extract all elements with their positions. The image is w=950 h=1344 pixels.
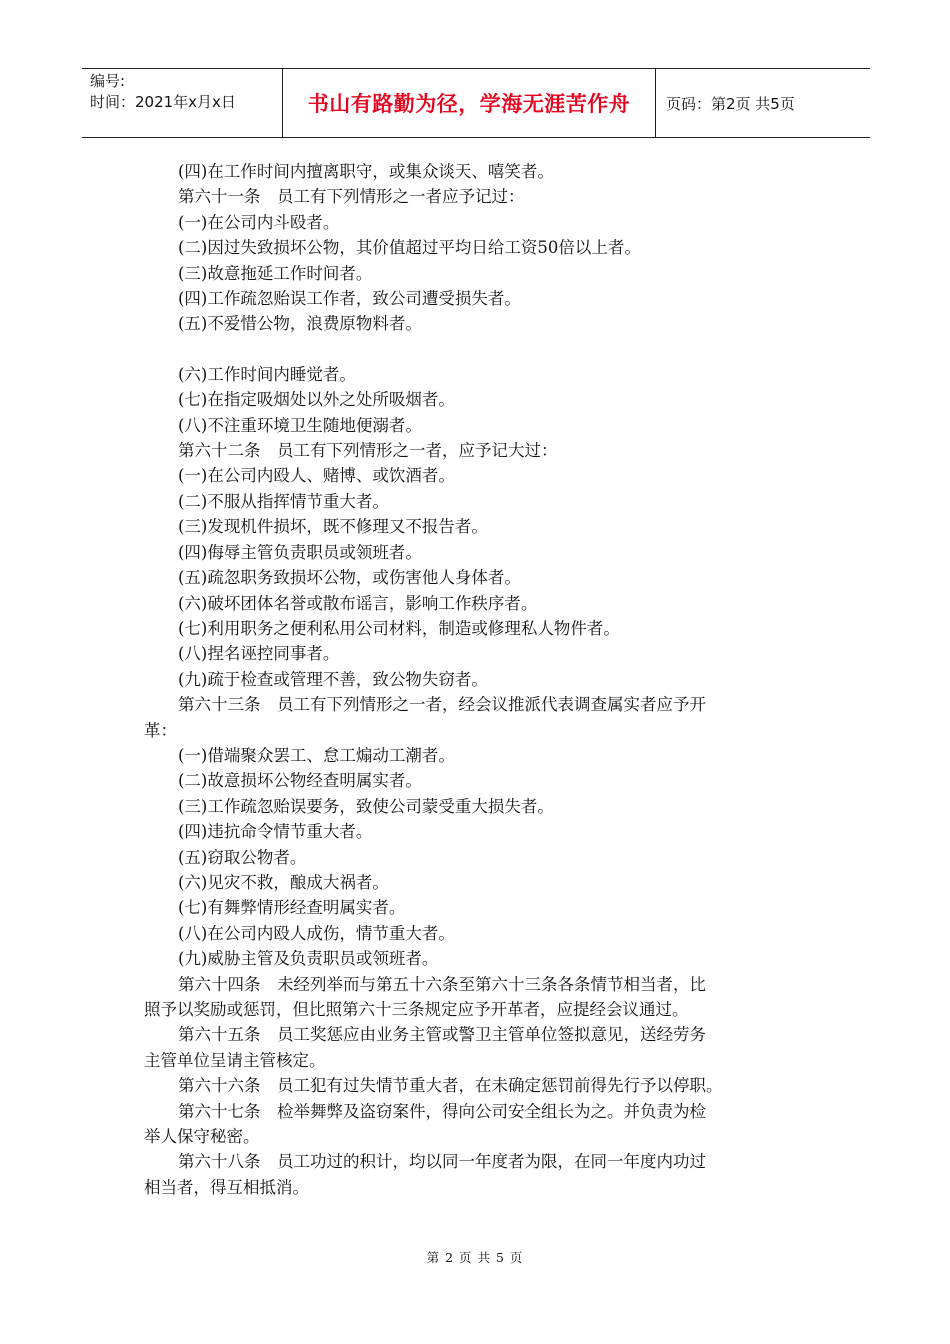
blank-line — [144, 337, 808, 362]
article-62-heading: 第六十二条 员工有下列情形之一者，应予记大过： — [178, 441, 558, 461]
header-page-info: 页码：第2页 共5页 — [666, 94, 795, 113]
body-line: (四)侮辱主管负责职员或领班者。 — [178, 542, 422, 562]
article-68-heading: 第六十八条 员工功过的积计，均以同一年度者为限，在同一年度内功过 — [178, 1152, 706, 1172]
body-line: (二)因过失致损坏公物，其价值超过平均日给工资50倍以上者。 — [178, 238, 641, 258]
body-line: 举人保守秘密。 — [144, 1127, 260, 1147]
body-line: (七)在指定吸烟处以外之处所吸烟者。 — [178, 390, 455, 410]
article-63-heading: 第六十三条 员工有下列情形之一者，经会议推派代表调查属实者应予开 — [178, 695, 706, 715]
body-line: 革： — [144, 720, 177, 740]
document-body — [144, 159, 808, 1200]
body-line: (四)违抗命令情节重大者。 — [178, 822, 373, 842]
document-number-label: 编号: — [90, 72, 126, 90]
body-line: (四)工作疏忽贻误工作者，致公司遭受损失者。 — [178, 289, 521, 309]
body-line: (五)窃取公物者。 — [178, 847, 307, 867]
body-line: (一)借端聚众罢工、怠工煽动工潮者。 — [178, 745, 455, 765]
body-line: (八)不注重环境卫生随地便溺者。 — [178, 415, 422, 435]
body-line: (八)捏名诬控同事者。 — [178, 644, 340, 664]
body-line: 相当者，得互相抵消。 — [144, 1177, 309, 1197]
page-footer: 第 2 页 共 5 页 — [426, 1250, 524, 1265]
article-67-heading: 第六十七条 检举舞弊及盗窃案件，得向公司安全组长为之。并负责为检 — [178, 1101, 706, 1121]
body-line: (六)破坏团体名誉或散布谣言，影响工作秩序者。 — [178, 593, 538, 613]
body-line: (八)在公司内殴人成伤，情节重大者。 — [178, 923, 455, 943]
body-line: (二)故意损坏公物经查明属实者。 — [178, 771, 422, 791]
article-61-heading: 第六十一条 员工有下列情形之一者应予记过： — [178, 187, 525, 207]
article-64-heading: 第六十四条 未经列举而与第五十六条至第六十三条各条情节相当者，比 — [178, 974, 706, 994]
body-line: (六)工作时间内睡觉者。 — [178, 364, 356, 384]
body-line: (二)不服从指挥情节重大者。 — [178, 491, 389, 511]
header-motto: 书山有路勤为径，学海无涯苦作舟 — [283, 69, 656, 137]
body-line: (一)在公司内殴人、赌博、或饮酒者。 — [178, 466, 455, 486]
body-line: (七)有舞弊情形经查明属实者。 — [178, 898, 406, 918]
body-line: (九)威胁主管及负责职员或领班者。 — [178, 949, 439, 969]
header-meta — [82, 69, 283, 137]
document-time-label: 时间：2021年x月x日 — [90, 93, 236, 111]
body-line: (五)疏忽职务致损坏公物，或伤害他人身体者。 — [178, 568, 521, 588]
body-line: (一)在公司内斗殴者。 — [178, 212, 340, 232]
body-line: (七)利用职务之便利私用公司材料，制造或修理私人物件者。 — [178, 618, 620, 638]
body-line: (四)在工作时间内擅离职守，或集众谈天、嘻笑者。 — [178, 162, 554, 181]
article-65-heading: 第六十五条 员工奖惩应由业务主管或警卫主管单位签拟意见，送经劳务 — [178, 1025, 706, 1045]
body-line: (六)见灾不救，酿成大祸者。 — [178, 872, 389, 892]
article-66-heading: 第六十六条 员工犯有过失情节重大者，在未确定惩罚前得先行予以停职。 — [178, 1076, 723, 1096]
body-line: (五)不爱惜公物，浪费原物料者。 — [178, 314, 422, 334]
page-header — [82, 68, 870, 138]
body-line: (三)工作疏忽贻误要务，致使公司蒙受重大损失者。 — [178, 796, 554, 816]
body-line: 照予以奖励或惩罚，但比照第六十三条规定应予开革者，应提经会议通过。 — [144, 1000, 689, 1019]
body-line: (九)疏于检查或管理不善，致公物失窃者。 — [178, 669, 488, 689]
body-line: 主管单位呈请主管核定。 — [144, 1050, 326, 1070]
body-line: (三)故意拖延工作时间者。 — [178, 263, 373, 283]
body-line: (三)发现机件损坏，既不修理又不报告者。 — [178, 517, 488, 537]
